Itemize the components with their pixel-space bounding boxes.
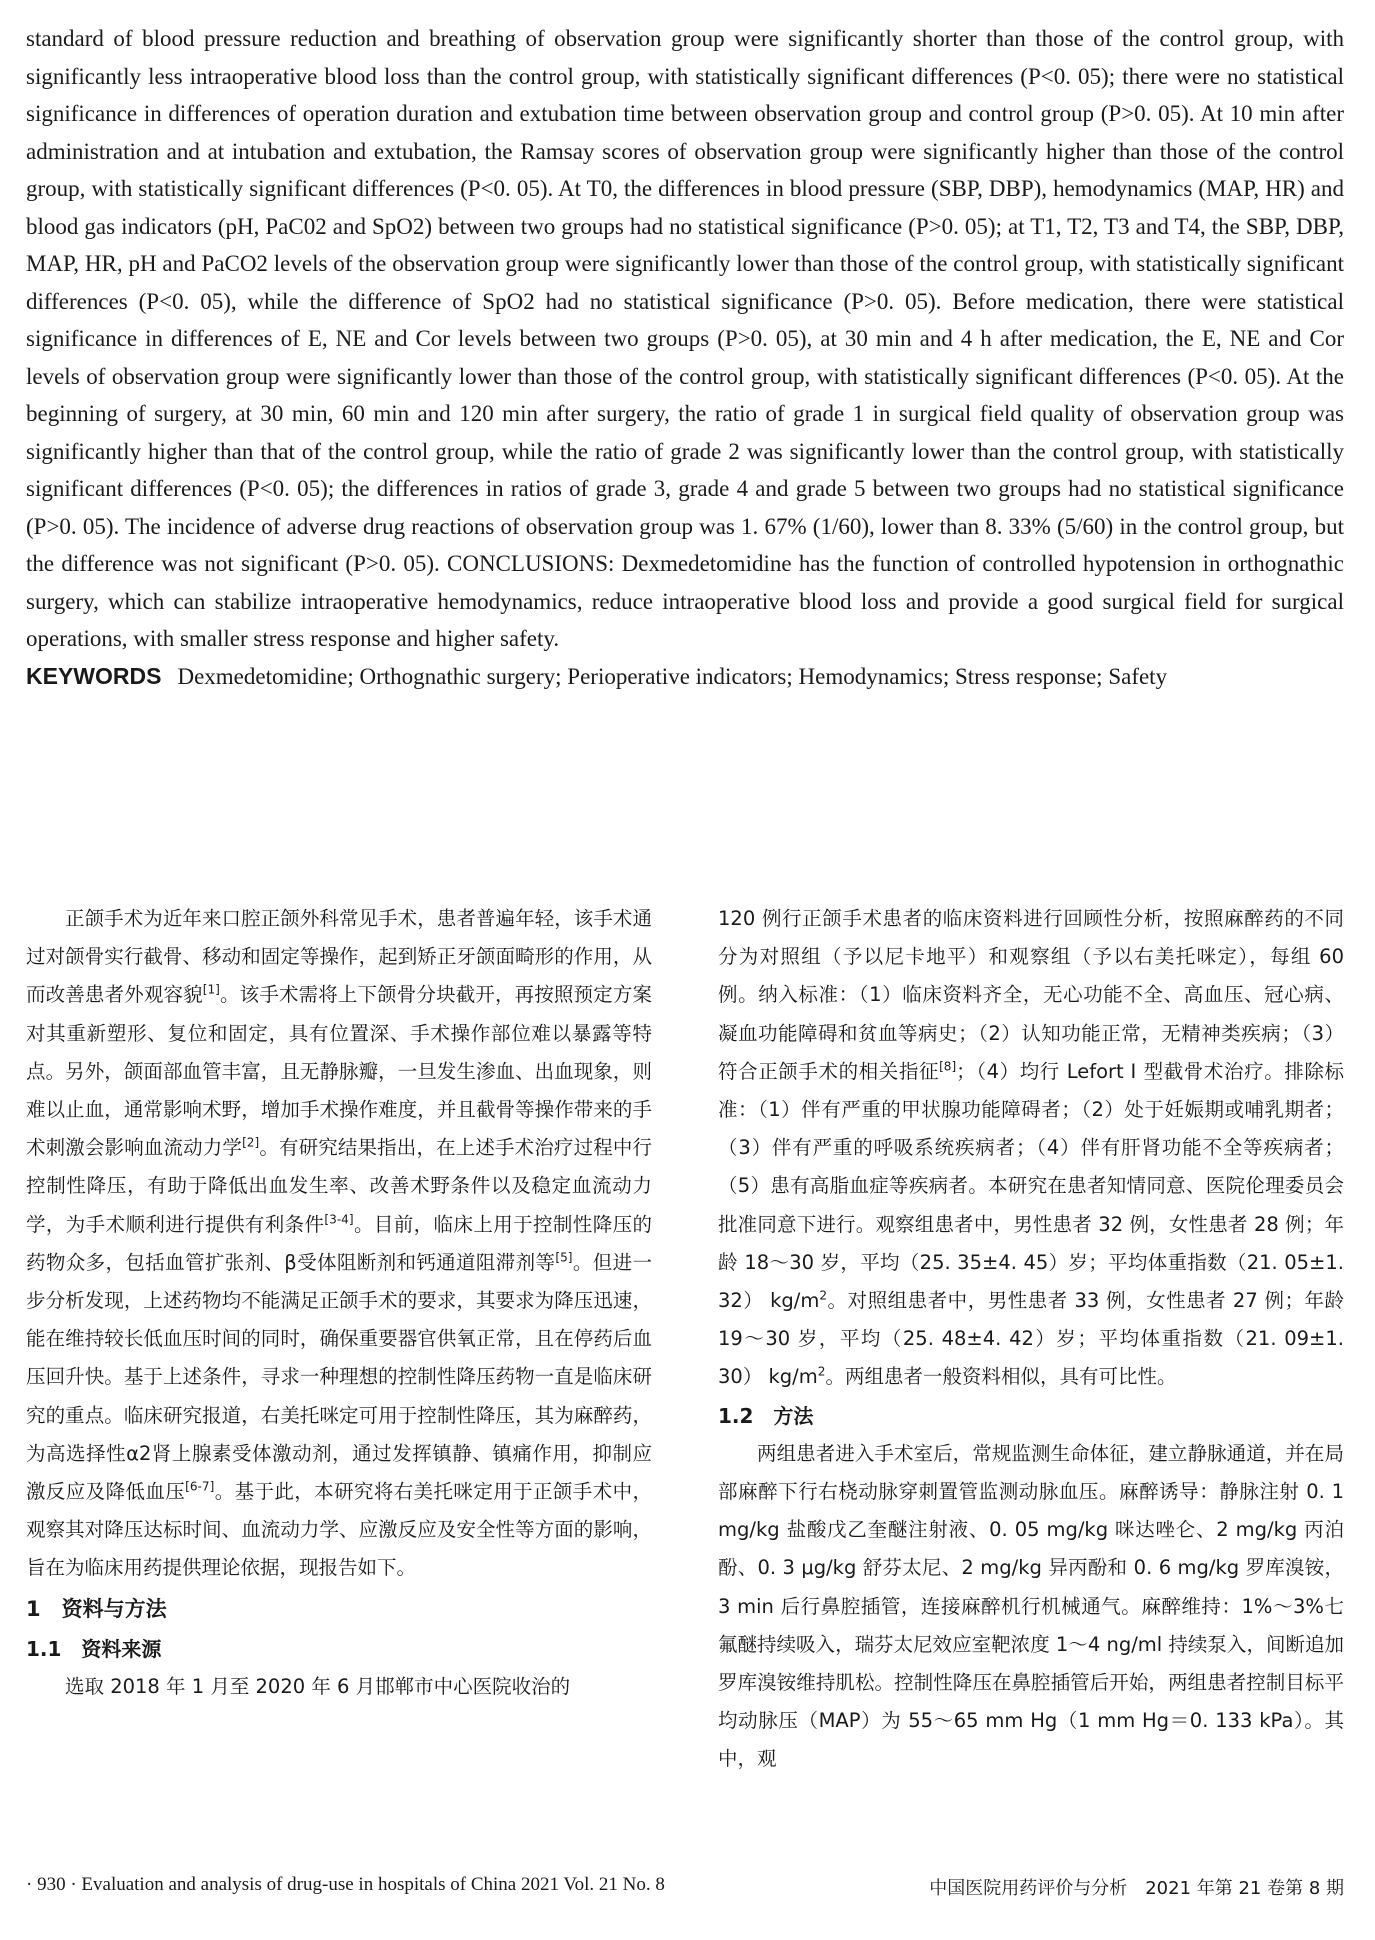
right-column <box>718 900 1344 1779</box>
keywords-line <box>26 658 1344 696</box>
paragraph: 选取 2018 年 1 月至 2020 年 6 月邯郸市中心医院收治的 <box>65 1675 571 1699</box>
paragraph: 120 例行正颌手术患者的临床资料进行回顾性分析，按照麻醉药的不同分为对照组（予以尼卡地平）和观察组（予以右美托咪定），每组 60 例。纳入标准：（1）临床资料齐全，无心功能不全、高血压、冠心病、凝血功能障碍和贫血等病史；（2）认知功能正常，无精神类疾病；（3）符合正颌手术的相关指征[8]；（4）均行 Lefort Ⅰ 型截骨术治疗。排除标准：（1）伴有严重的甲状腺功能障碍者；（2）处于妊娠期或哺乳期者；（3）伴有严重的呼吸系统疾病者；（4）伴有肝肾功能不全等疾病者；（5）患有高脂血症等疾病者。本研究在患者知情同意、医院伦理委员会批准同意下进行。观察组患者中，男性患者 32 例，女性患者 28 例；年龄 18～30 岁，平均（25. 35±4. 45）岁；平均体重指数（21. 05±1. 32） $kg/m^2$。对照组患者中，男性患者 33 例，女性患者 27 例；年龄 19～30 岁，平均（25. 48±4. 42）岁；平均体重指数（21. 09±1. 30） $kg/m^2$。两组患者一般资料相似，具有可比性。 <box>718 907 1345 1389</box>
abstract-text: standard of blood pressure reduction and breathing of observation group were significantly shorter than those of the control group, with significantly less intraoperative blood loss than the control group, with statistically significant differences (P<0. 05); there were no statistical significance in differences of operation duration and extubation time between observation group and control group (P>0. 05). At 10 min after administration and at intubation and extubation, the Ramsay scores of observation group were significantly higher than those of the control group, with statistically significant differences (P<0. 05). At T0, the differences in blood pressure (SBP, DBP), hemodynamics (MAP, HR) and blood gas indicators (pH, PaC02 and SpO2) between two groups had no statistical significance (P>0. 05); at T1, T2, T3 and T4, the SBP, DBP, MAP, HR, pH and PaCO2 levels of the observation group were significantly lower than those of the control group, with statistically significant differences (P<0. 05), while the difference of SpO2 had no statistical significance (P>0. 05). Before medication, there were statistical significance in differences of E, NE and Cor levels between two groups (P>0. 05), at 30 min and 4 h after medication, the E, NE and Cor levels of observation group were significantly lower than those of the control group, with statistically significant differences (P<0. 05). At the beginning of surgery, at 30 min, 60 min and 120 min after surgery, the ratio of grade 1 in surgical field quality of observation group was significantly higher than that of the control group, while the ratio of grade 2 was significantly lower than the control group, with statistically significant differences (P<0. 05); the differences in ratios of grade 3, grade 4 and grade 5 between two groups had no statistical significance (P>0. 05). The incidence of adverse drug reactions of observation group was 1. 67% (1/60), lower than 8. 33% (5/60) in the control group, but the difference was not significant (P>0. 05). CONCLUSIONS: Dexmedetomidine has the function of controlled hypotension in orthognathic surgery, which can stabilize intraoperative hemodynamics, reduce intraoperative blood loss and provide a good surgical field for surgical operations, with smaller stress response and higher safety. <box>26 26 1344 651</box>
english-abstract <box>26 20 1344 695</box>
subsection-heading: 1.2 方法 <box>718 1403 814 1428</box>
intro-paragraph: 正颌手术为近年来口腔正颌外科常见手术，患者普遍年轻，该手术通过对颌骨实行截骨、移动和固定等操作，起到矫正牙颌面畸形的作用，从而改善患者外观容貌[1]。该手术需将上下颌骨分块截开，再按照预定方案对其重新塑形、复位和固定，具有位置深、手术操作部位难以暴露等特点。另外，颌面部血管丰富，且无静脉瓣，一旦发生渗血、出血现象，则难以止血，通常影响术野，增加手术操作难度，并且截骨等操作带来的手术刺激会影响血流动力学[2]。有研究结果指出，在上述手术治疗过程中行控制性降压，有助于降低出血发生率、改善术野条件以及稳定血流动力学，为手术顺利进行提供有利条件[3-4]。目前，临床上用于控制性降压的药物众多，包括血管扩张剂、β受体阻断剂和钙通道阻滞剂等[5]。但进一步分析发现，上述药物均不能满足正颌手术的要求，其要求为降压迅速，能在维持较长低血压时间的同时，确保重要器官供氧正常，且在停药后血压回升快。基于上述条件，寻求一种理想的控制性降压药物一直是临床研究的重点。临床研究报道，右美托咪定可用于控制性降压，其为麻醉药，为高选择性α2肾上腺素受体激动剂，通过发挥镇静、镇痛作用，抑制应激反应及降低血压[6-7]。基于此，本研究将右美托咪定用于正颌手术中，观察其对降压达标时间、血流动力学、应激反应及安全性等方面的影响，旨在为临床用药提供理论依据，现报告如下。 <box>26 907 652 1580</box>
section-heading: 1 资料与方法 <box>26 1596 167 1621</box>
citation: [6-7] <box>185 1479 215 1494</box>
footer-right: 中国医院用药评价与分析 2021 年第 21 卷第 8 期 <box>929 1878 1344 1899</box>
citation: [3-4] <box>324 1212 354 1227</box>
footer-left: · 930 · Evaluation and analysis of drug-use in hospitals of China 2021 Vol. 21 No. 8 <box>26 1874 665 1895</box>
citation: [2] <box>242 1135 260 1150</box>
page-footer <box>26 1874 1344 1904</box>
left-column <box>26 900 652 1706</box>
citation: [1] <box>202 982 220 997</box>
citation: [5] <box>555 1250 573 1265</box>
keywords-text: Dexmedetomidine; Orthognathic surgery; Perioperative indicators; Hemodynamics; Stress response; Safety <box>177 663 1168 689</box>
paragraph: 两组患者进入手术室后，常规监测生命体征，建立静脉通道，并在局部麻醉下行右桡动脉穿刺置管监测动脉血压。麻醉诱导：静脉注射 0. 1 mg/kg 盐酸戊乙奎醚注射液、0. 05 mg/kg 咪达唑仑、2 mg/kg 丙泊酚、0. 3 μg/kg 舒芬太尼、2 mg/kg 异丙酚和 0. 6 mg/kg 罗库溴铵，3 min 后行鼻腔插管，连接麻醉机行机械通气。麻醉维持：1%～3%七氟醚持续吸入，瑞芬太尼效应室靶浓度 1～4 ng/ml 持续泵入，间断追加罗库溴铵维持肌松。控制性降压在鼻腔插管后开始，两组患者控制目标平均动脉压（MAP）为 55～65 mm Hg（1 mm Hg＝0. 133 kPa）。其中，观 <box>718 1441 1344 1771</box>
subsection-heading: 1.1 资料来源 <box>26 1636 162 1661</box>
citation: [8] <box>939 1059 957 1074</box>
keywords-label: KEYWORDS <box>26 662 162 689</box>
